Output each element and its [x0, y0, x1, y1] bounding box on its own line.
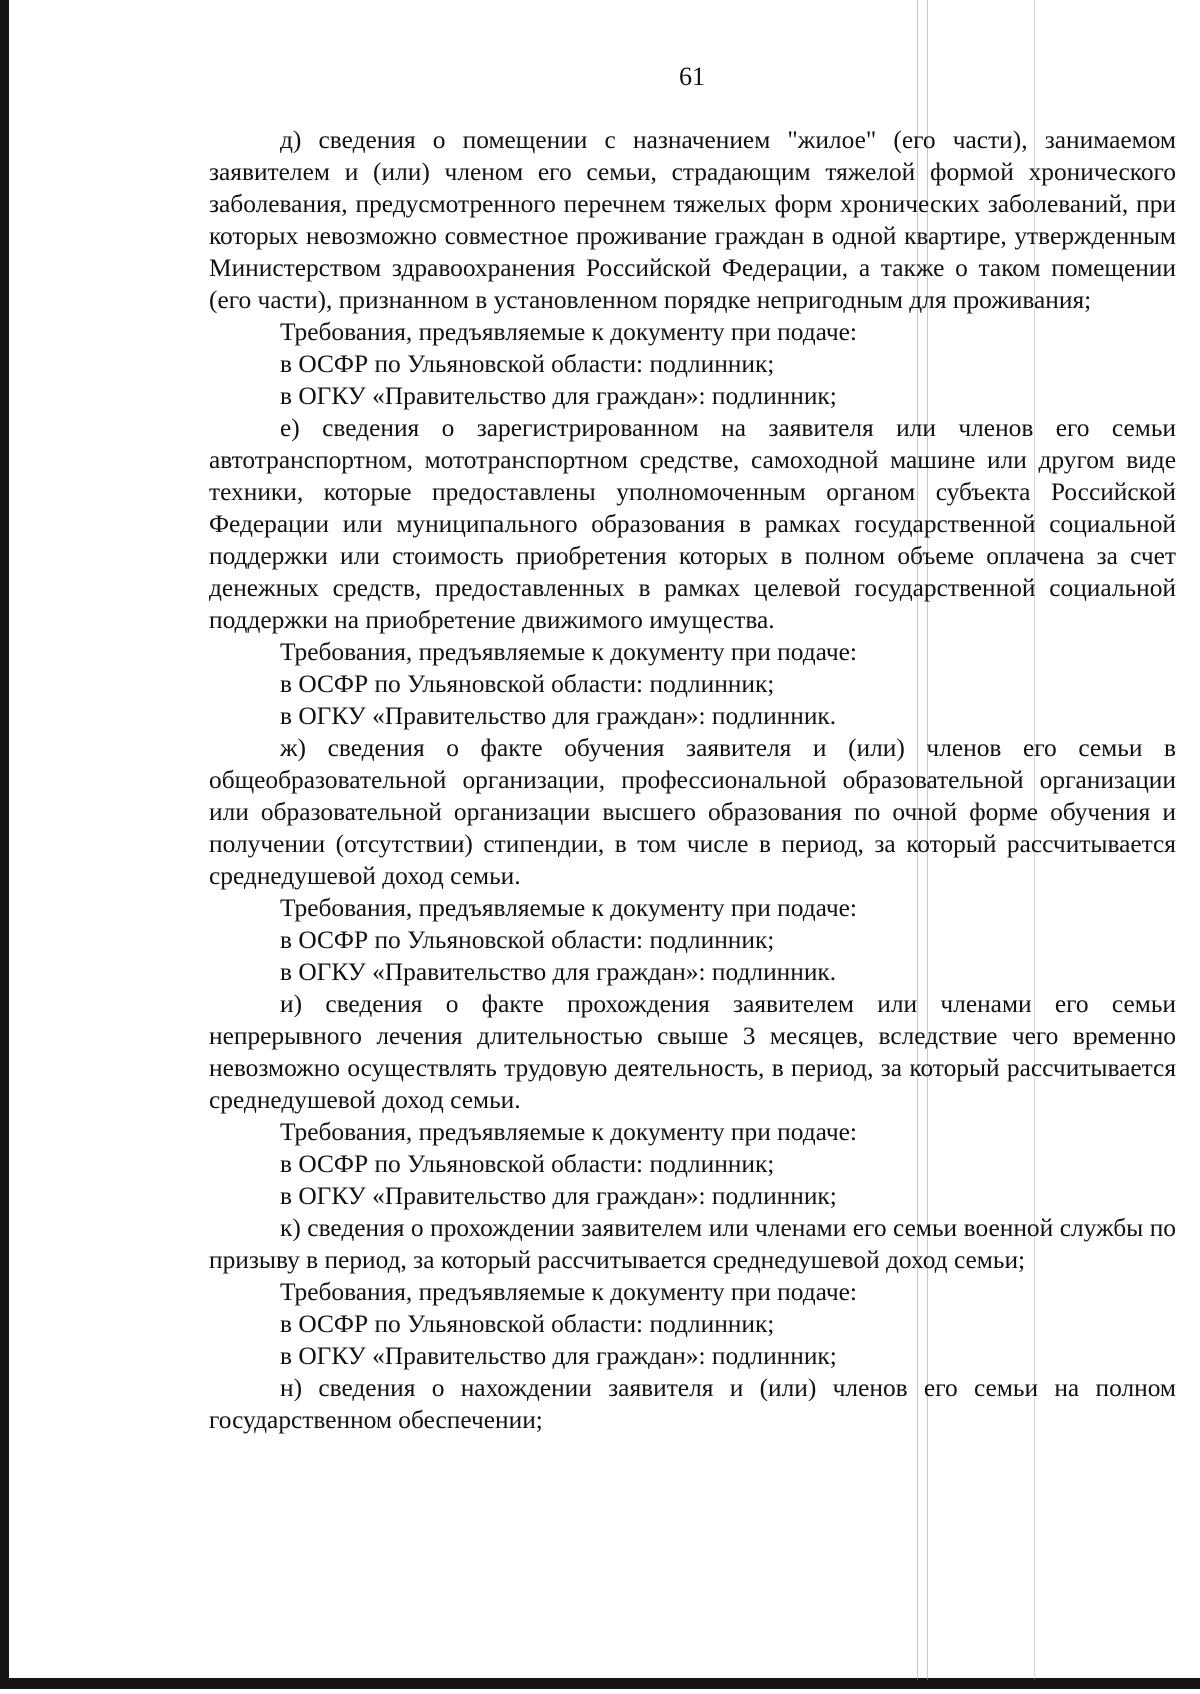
requirement-ogku: в ОГКУ «Правительство для граждан»: подлинник. — [280, 702, 837, 730]
scan-edge-left — [0, 0, 9, 1680]
paragraph-item-d: д) сведения о помещении с назначением "жилое" (его части), занимаемом заявителем и (или) членом его семьи, страдающим тяжелой формой хронического заболевания, предусмотренного перечнем тяжелых форм хронических заболеваний, при которых невозможно совместное проживание граждан в одной квартире, утвержденным Министерством здравоохранения Российской Федерации, а также о таком помещении (его части), признанном в установленном порядке непригодным для проживания; — [209, 126, 1176, 314]
paragraph-item-e: е) сведения о зарегистрированном на заявителя или членов его семьи автотранспортном, мототранспортном средстве, самоходной машине или другом виде техники, которые предоставлены уполномоченным органом субъекта Российской Федерации или муниципального образования в рамках государственной социальной поддержки или стоимость приобретения которых в полном объеме оплачена за счет денежных средств, предоставленных в рамках целевой государственной социальной поддержки на приобретение движимого имущества. — [209, 414, 1176, 634]
requirement-osfr: в ОСФР по Ульяновской области: подлинник; — [280, 926, 775, 954]
requirement-osfr: в ОСФР по Ульяновской области: подлинник; — [280, 1310, 775, 1338]
requirements-heading: Требования, предъявляемые к документу при подаче: — [280, 638, 857, 666]
requirements-heading: Требования, предъявляемые к документу при подаче: — [280, 318, 857, 346]
requirement-ogku: в ОГКУ «Правительство для граждан»: подлинник; — [280, 382, 837, 410]
paragraph-item-i: и) сведения о факте прохождения заявителем или членами его семьи непрерывного лечения длительностью свыше 3 месяцев, вследствие чего временно невозможно осуществлять трудовую деятельность, в период, за который рассчитывается среднедушевой доход семьи. — [209, 990, 1176, 1114]
paragraph-item-zh: ж) сведения о факте обучения заявителя и (или) членов его семьи в общеобразовательной организации, профессиональной образовательной организации или образовательной организации высшего образования по очной форме обучения и получении (отсутствии) стипендии, в том числе в период, за который рассчитывается среднедушевой доход семьи. — [209, 734, 1176, 890]
requirement-ogku: в ОГКУ «Правительство для граждан»: подлинник; — [280, 1182, 837, 1210]
requirement-ogku: в ОГКУ «Правительство для граждан»: подлинник; — [280, 1342, 837, 1370]
requirements-heading: Требования, предъявляемые к документу при подаче: — [280, 894, 857, 922]
paragraph-item-n: н) сведения о нахождении заявителя и (или) членов его семьи на полном государственном обеспечении; — [209, 1374, 1176, 1434]
document-body — [209, 124, 1176, 1436]
requirement-osfr: в ОСФР по Ульяновской области: подлинник; — [280, 1150, 775, 1178]
scan-edge-bottom — [0, 1678, 1200, 1689]
requirement-osfr: в ОСФР по Ульяновской области: подлинник; — [280, 350, 775, 378]
paragraph-item-k: к) сведения о прохождении заявителем или членами его семьи военной службы по призыву в период, за который рассчитывается среднедушевой доход семьи; — [209, 1214, 1176, 1274]
requirements-heading: Требования, предъявляемые к документу при подаче: — [280, 1278, 857, 1306]
page-number: 61 — [679, 62, 705, 91]
requirement-osfr: в ОСФР по Ульяновской области: подлинник; — [280, 670, 775, 698]
requirement-ogku: в ОГКУ «Правительство для граждан»: подлинник. — [280, 958, 837, 986]
requirements-heading: Требования, предъявляемые к документу при подаче: — [280, 1118, 857, 1146]
